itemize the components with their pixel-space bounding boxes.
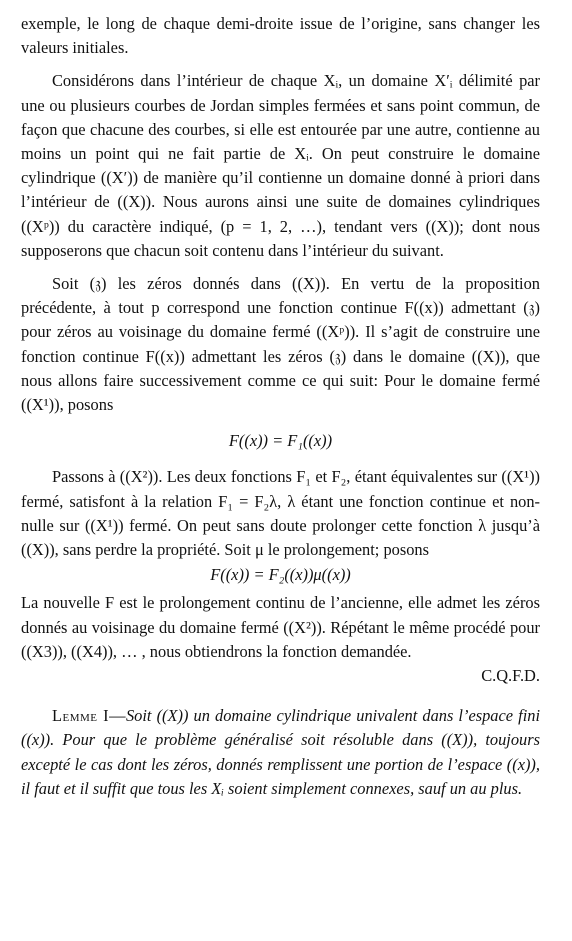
paragraph-extension: Passons à ((X²)). Les deux fonctions F₁ et F₂, étant équivalentes sur ((X¹)) fermé, satisfont à la relation F₁ = F₂λ, λ étant une fonction continue et non-nulle sur ((X¹)) fermé. On peut sans doute prolonger cette fonction λ jusqu’à ((X)), sans perdre la propriété. Soit μ le prolongement; posons: [21, 467, 540, 560]
paragraph-continuation: exemple, le long de chaque demi-droite issue de l’origine, sans changer les valeurs initiales.: [21, 14, 540, 58]
paragraph-zeros: Soit (𝔷) les zéros donnés dans ((X)). En vertu de la proposition précédente, à tout p correspond une fonction continue F((x)) admettant (𝔷) pour zéros au voisinage du domaine fermé ((Xᵖ)). Il s’agit de construire une fonction continue F((x)) admettant les zéros (𝔷) dans le domaine ((X)), que nous allons faire successivement comme ce qui suit: Pour le domaine fermé ((X¹)), posons: [21, 274, 540, 415]
paragraph-conclusion: La nouvelle F est le prolongement continu de l’ancienne, elle admet les zéros donnés au voisinage du domaine fermé ((X²)). Répétant le même procédé pour ((X3)), ((X4)), … , nous obtiendrons la fonction demandée.: [21, 593, 540, 661]
qed-mark: C.Q.F.D.: [481, 666, 540, 686]
lemma-label: Lemme I—: [52, 706, 126, 726]
lemma-statement: [21, 704, 540, 801]
lemma-text: Soit ((X)) un domaine cylindrique univalent dans l’espace fini ((x)). Pour que le problème généralisé soit résoluble dans ((X)), toujours excepté le cas dont les zéros, donnés remplissent une portion de l’espace ((x)), il faut et il suffit que tous les Xᵢ soient simplement connexes, sauf un au plus.: [21, 706, 540, 798]
paragraph-domains: Considérons dans l’intérieur de chaque Xᵢ, un domaine X′ᵢ délimité par une ou plusieurs courbes de Jordan simples fermées et sans point commun, de façon que chacune des courbes, si elle est entourée par une autre, contienne au moins un point qui ne fait partie de Xᵢ. On peut construire le domaine cylindrique ((X′)) de manière qu’il contienne un domaine donné à priori dans l’intérieur de ((X)). Nous aurons ainsi une suite de domaines cylindriques ((Xᵖ)) du caractère indiqué, (p = 1, 2, …), tendant vers ((X)); dont nous supposerons que chacun soit contenu dans l’intérieur du suivant.: [21, 71, 540, 260]
equation-f2-mu: F((x)) = F₂((x))μ((x)): [210, 565, 351, 585]
equation-f1: F((x)) = F₁((x)): [228, 431, 333, 451]
